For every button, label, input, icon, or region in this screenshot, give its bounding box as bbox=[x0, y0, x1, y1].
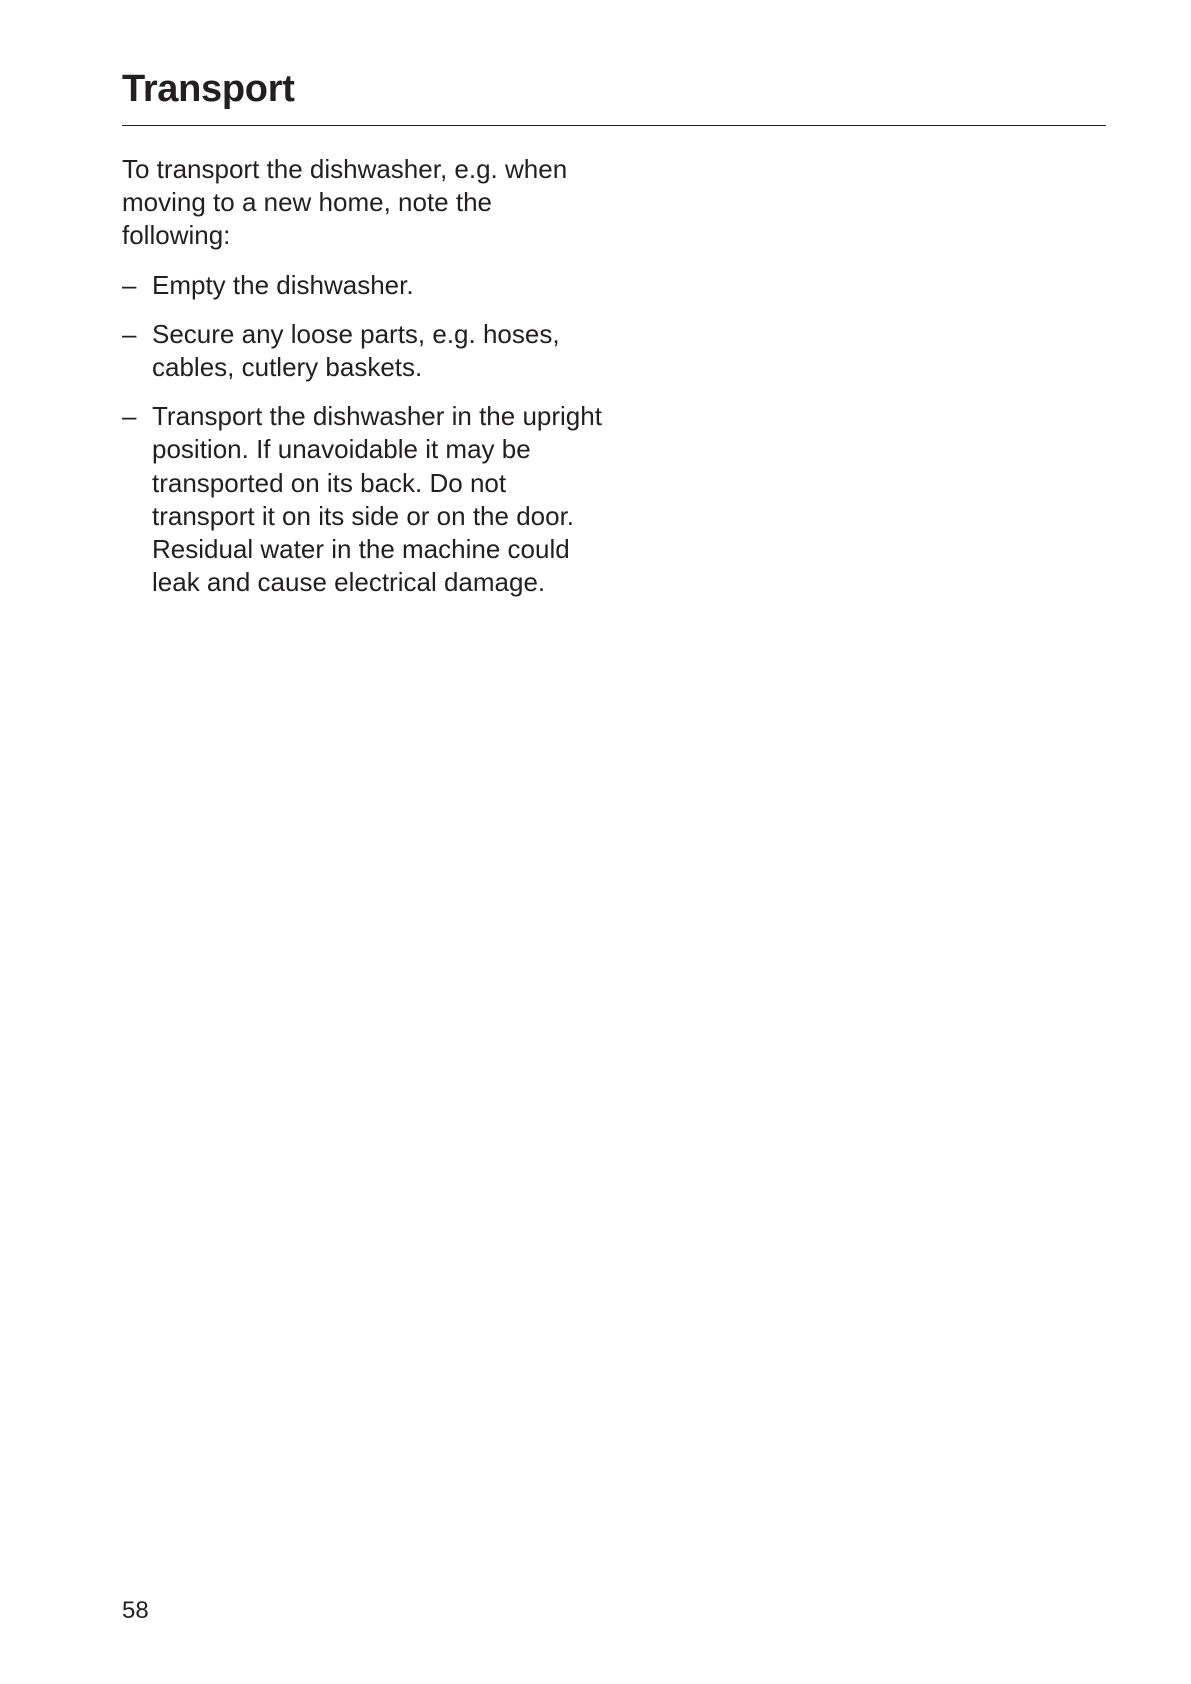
list-item bbox=[122, 269, 602, 302]
dash-bullet-icon: – bbox=[122, 318, 137, 349]
list-item-text: Transport the dishwasher in the upright position. If unavoidable it may be transported on its back. Do not transport it on its side or on the door. Residual water in the machine could leak and cause electrical damage. bbox=[152, 401, 602, 598]
transport-steps-list bbox=[122, 269, 602, 600]
page-number: 58 bbox=[122, 1597, 149, 1624]
list-item bbox=[122, 400, 602, 599]
intro-paragraph: To transport the dishwasher, e.g. when moving to a new home, note the following: bbox=[122, 154, 568, 251]
title-divider bbox=[122, 125, 1106, 126]
list-item bbox=[122, 318, 602, 384]
page-title: Transport bbox=[122, 68, 295, 110]
list-item-text: Empty the dishwasher. bbox=[152, 269, 414, 300]
dash-bullet-icon: – bbox=[122, 401, 137, 432]
section-body bbox=[122, 153, 602, 615]
list-item-text: Secure any loose parts, e.g. hoses, cables, cutlery baskets. bbox=[152, 318, 560, 383]
dash-bullet-icon: – bbox=[122, 269, 137, 300]
